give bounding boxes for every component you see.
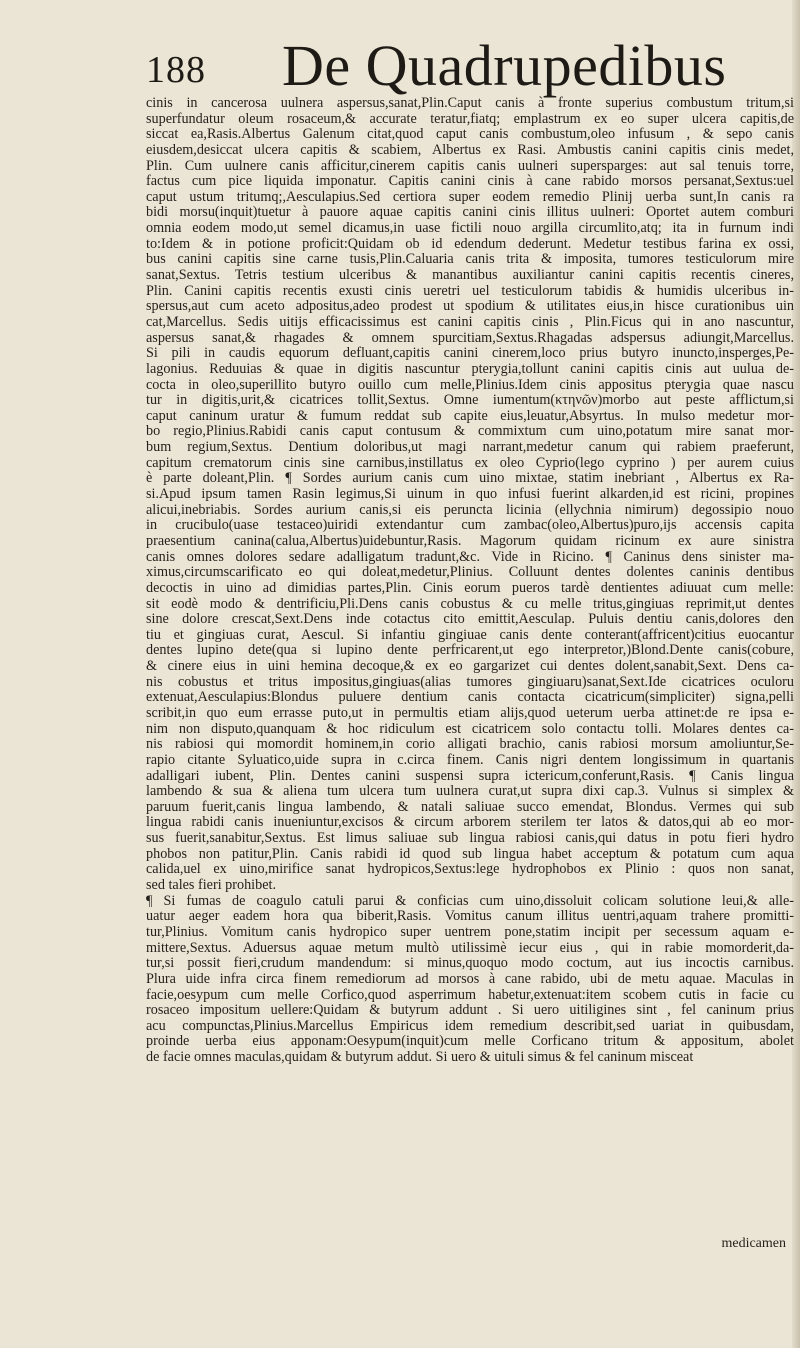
text-line: phobos non patitur,Plin. Canis rabidi id quod sub lingua habet acceptum & potatum cum aqua <box>146 846 794 862</box>
text-line: decoctis in uino ad dimidias partes,Plin. Cinis eorum pueros tardè dentientes adiuuat cum melle: <box>146 580 794 596</box>
text-line: sine dolore crescat,Sext.Dens inde cotactus cito emittit,Aesculap. Puluis dentiu canis,dolores den <box>146 612 794 628</box>
text-line: calida,uel ex uino,mirifice sanat hydropicos,Sextus:lege hydrophobos ex Plinio : quos non sanat, <box>146 862 794 878</box>
text-line: uatur aeger eadem hora qua biberit,Rasis. Vomitus canum illitus uentri,aquam trahere promitti- <box>146 909 794 925</box>
catchword: medicamen <box>721 1236 786 1251</box>
page-header <box>146 30 786 104</box>
text-line: rosaceo impositum uellere:Quidam & butyrum addunt . Si uero uitiligines sint , fel caninum prius <box>146 1003 794 1019</box>
text-line: extenuat,Aesculapius:Blondus puluere dentium canis contacta cicatricum(simpliciter) signa,pelli <box>146 690 794 706</box>
text-line: si.Apud ipsum tamen Rasin legimus,Si uinum in quo infusi fuerint alkarden,id est ricini, propines <box>146 487 794 503</box>
running-title: De Quadrupedibus <box>282 33 727 98</box>
text-line: nim non disputo,quanquam & hoc ridiculum est cicatricem solo contactu tolli. Molares dentes ca- <box>146 721 794 737</box>
text-line: nis rabiosi qui momordit hominem,in corio alligati brachio, canis rabiosi morsum amoliuntur,Se- <box>146 737 794 753</box>
text-line: Plin. Canini capitis recentis exusti cinis ueretri uel testiculorum tabidis & humidis ulceribus in- <box>146 283 794 299</box>
text-line: sed tales fieri prohibet. <box>146 878 277 894</box>
text-line: sit eodè modo & dentrificiu,Pli.Dens canis cobustus & cu melle tritus,gingiuas reprimit,ut dentes <box>146 596 794 612</box>
text-line: rapio citante Syluatico,uide supra in c.circa finem. Canis nigri dentem longissimum in quartanis <box>146 752 794 768</box>
text-line: de facie omnes maculas,quidam & butyrum addut. Si uero & uituli simus & fel caninum misceat <box>146 1050 694 1066</box>
text-line: praesentium canina(calua,Albertus)uidebuntur,Rasis. Magorum quidam ricinum ex aure sinistra <box>146 533 794 549</box>
text-line: capitum crematorum cinis sine carnibus,instillatus ex oleo Cyprio(lego cyprino ) per aurem cuius <box>146 455 794 471</box>
text-line: ¶ Si fumas de coagulo catuli parui & conficias cum uino,dissoluit colicam solutione leui,& alle- <box>146 893 794 909</box>
text-line: sanat,Sextus. Tetris testium ulceribus & manantibus auxiliantur canini capitis recentis cineres, <box>146 268 794 284</box>
text-line: cinis in cancerosa uulnera aspersus,sanat,Plin.Caput canis à fronte superius combustum tritum,si <box>146 96 794 111</box>
text-line: Plin. Cum uulnere canis afficitur,cinerem capitis canis uulneri supersparges: aut sal tenuis torre, <box>146 158 794 174</box>
text-line: spersus,aut cum aceto adpositus,adeo prodest ut spodium & utilitates eius,in hisce curationibus uin <box>146 299 794 315</box>
text-line: tur,si possit fieri,crudum mandendum: si minus,quoquo modo coctum, aut ius incoctis carnibus. <box>146 956 794 972</box>
text-line: dentes lupino dete(qua si lupino dente perfricarent,ut ego interpretor,)Blond.Dente canis(cobure, <box>146 643 794 659</box>
text-line: omnia eodem modo,ut semel dicamus,in uase fictili nouo argilla circumlito,atq; ita in furnum indi <box>146 221 794 237</box>
text-line: scribit,in quo eum errasse puto,ut in permultis etiam alijs,quod ueterum uerba attinet:de re ipsa e- <box>146 705 794 721</box>
text-line: aspersus sanat,& rhagades & omnem spurcitiam,Sextus.Rhagadas adspersus adiungit,Marcellus. <box>146 330 794 346</box>
page-number: 188 <box>146 49 206 91</box>
text-line: mittere,Sextus. Aduersus aquae metum multò utilissimè iecur eius , qui in rabie momorderit,da- <box>146 940 794 956</box>
text-line: acu compunctas,Plinius.Marcellus Empiricus idem remedium describit,sed uariat in quibusdam, <box>146 1018 794 1034</box>
text-line: tiu et gingiuas curat, Aescul. Si infantiu gingiuae canis dente conterant(affricent)citius euocantur <box>146 627 794 643</box>
text-line: bidi morsu(inquit)tuetur à pauore aquae capitis canini cinis illitus uulneri: Oportet autem comburi <box>146 205 794 221</box>
text-line: bus canini capitis sine carne tusis,Plin.Caluaria canis trita & imposita, tumores testiculorum mire <box>146 252 794 268</box>
text-line: ximus,circumscarificato eo qui doleat,medetur,Plinius. Colluunt dentes dolentes caninis dentibus <box>146 565 794 581</box>
text-line: cat,Marcellus. Sedis uitijs efficacissimus est canini capitis cinis , Plin.Ficus qui in ano nascuntur, <box>146 314 794 330</box>
text-line: paruum fuerit,canis lingua lambendo, & natali saliuae succo emendat, Blondus. Vermes qui sub <box>146 799 794 815</box>
text-line: lagonius. Reduuias & quae in digitis nascuntur pterygia,tollunt canini capitis cinis aut uulua de- <box>146 361 794 377</box>
text-line: superfundatur oleum rosaceum,& accurate teratur,fiatq; emplastrum ex eo super ulcera capitis,de <box>146 111 794 127</box>
text-line: caput ustum tritumq;,Aesculapius.Sed certiora super eodem remedio Plinij uerba sunt,In canis ra <box>146 189 794 205</box>
text-line: tur in digitis,urit,& cicatrices tollit,Sextus. Omne iumentum(κτηνῶν)morbo aut peste afflictum,si <box>146 393 794 409</box>
text-line: sus fuerit,sanabitur,Sextus. Est limus saliuae sub lingua rabiosi canis,qui datus in potu fieri hydro <box>146 831 794 847</box>
text-line: caput caninum uratur & fumum reddat sub capite eius,leuatur,Absyrtus. In mulso medetur mor- <box>146 408 794 424</box>
text-line: nis cobustus et tritus impositus,gingiuas(alias tumores gingiuaru)sanat,Sext.Ide cicatrices oculoru <box>146 674 794 690</box>
text-line: tur,Plinius. Vomitum canis hydropico super uentrem pone,statim incipit per secessum aquam e- <box>146 924 794 940</box>
text-line: bum regium,Sextus. Dentium doloribus,ut magi narrant,medetur canum qui rabiem praeferunt, <box>146 440 794 456</box>
text-line: Plura uide infra circa finem remediorum ad morsos à cane rabido, ubi de metu aquae. Maculas in <box>146 971 794 987</box>
text-line: factus cum pice liquida imponatur. Capitis canini cinis à cane rabido morsos persanat,Sextus:uel <box>146 174 794 190</box>
text-line: facie,oesypum cum melle Corfico,quod asperrimum habetur,extenuat:item scobem cutis in facie cu <box>146 987 794 1003</box>
text-line: & cinere eius in uini hemina decoque,& ex eo gargarizet cui dentes dolent,sanabit,Sext. Dens ca- <box>146 659 794 675</box>
text-line: canis omnes dolores sedare adalligatum tradunt,&c. Vide in Ricino. ¶ Caninus dens sinister ma- <box>146 549 794 565</box>
text-line: cocta in oleo,superillito butyro ouillo cum melle,Plinius.Idem cinis appositus pterygia quae nascu <box>146 377 794 393</box>
text-line: adalligari iubent, Plin. Dentes canini suspensi supra ictericum,conferunt,Rasis. ¶ Canis lingua <box>146 768 794 784</box>
text-line: lingua rabidi canis inueniuntur,excisos & circum arborem sterilem ter latos & datos,qui ab eo mor- <box>146 815 794 831</box>
text-line: Si pili in caudis equorum defluant,capitis canini cinerem,loco prius butyro inuncto,insperges,Pe- <box>146 346 794 362</box>
text-line: alicui,inebriabis. Sordes aurium canis,si eis peruncta licinia (ellychnia nimirum) degossipio nouo <box>146 502 794 518</box>
text-line: in crucibulo(uase testaceo)uiridi extendantur cum zambac(oleo,Albertus)puro,ijs accensis capita <box>146 518 794 534</box>
text-line: eiusdem,desiccat ulcera capitis & scabiem, Albertus ex Rasi. Ambustis canini capitis cinis medet, <box>146 142 794 158</box>
text-line: è parte doleant,Plin. ¶ Sordes aurium canis cum uino mixtae, statim inebriant , Albertus ex Ra- <box>146 471 794 487</box>
text-line: to:Idem & in potione proficit:Quidam ob id edendum dederunt. Medetur testibus farina ex ossi, <box>146 236 794 252</box>
text-line: proinde uerba eius apponam:Oesypum(inquit)cum melle Corficano tritum & appositum, abolet <box>146 1034 794 1050</box>
text-line: lambendo & sua & aliena tum ulcera tum uulnera curat,ut supra dixi cap.3. Vulnus si simplex & <box>146 784 794 800</box>
text-line: bo regio,Plinius.Rabidi canis caput contusum & commixtum cum uino,potatum mire sanat mor- <box>146 424 794 440</box>
text-line: siccat ea,Rasis.Albertus Galenum citat,quod caput canis combustum,oleo infusum , & sepo canis <box>146 127 794 143</box>
body-text <box>146 96 794 1066</box>
